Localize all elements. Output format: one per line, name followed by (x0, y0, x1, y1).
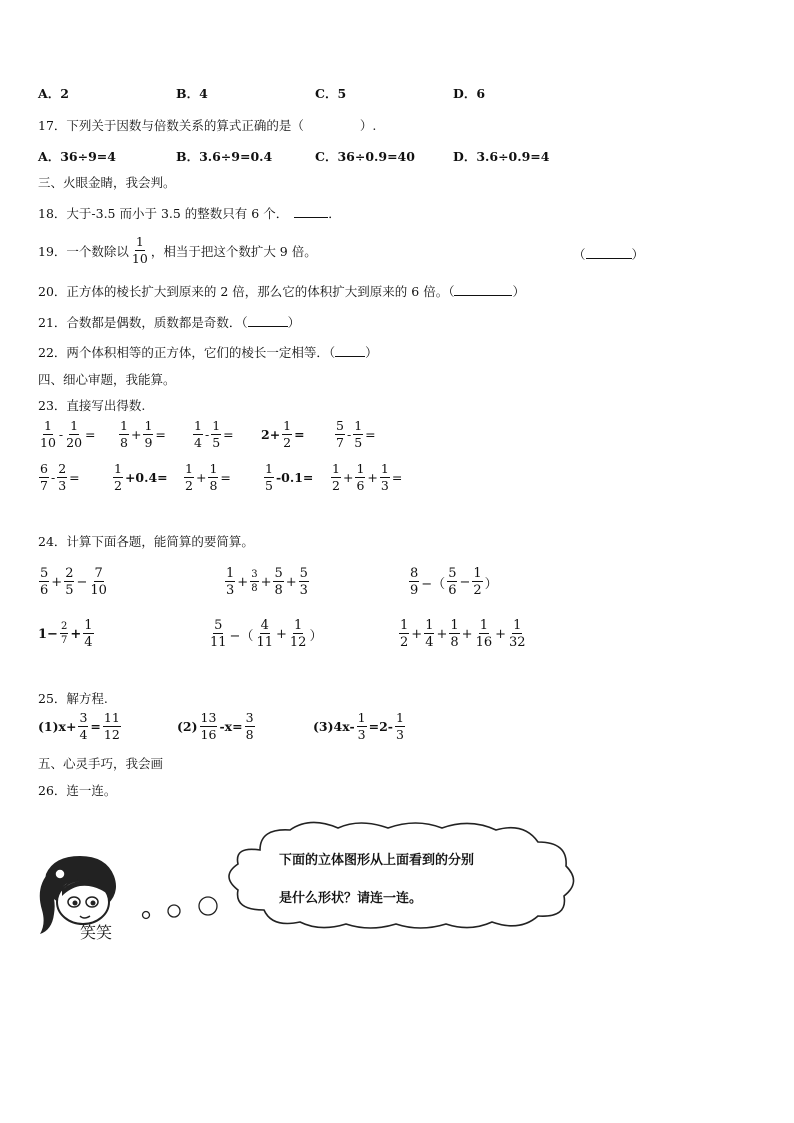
q23-item-10: $\frac{1}{2}$ + $\frac{1}{6}$ + $\frac{1}{3}$ = (332, 461, 403, 493)
q26-instruction: 26．连一连。 (38, 783, 117, 798)
q23-item-4: 2+ $\frac{1}{2}$ = (261, 418, 305, 450)
q24-expr-4: 1− $\frac{2}{7}$ + $\frac{1}{4}$ (38, 618, 93, 650)
q24-expr-6: $\frac{1}{2}$ + $\frac{1}{4}$ + $\frac{1}{8}$ + $\frac{1}{16}$ + $\frac{1}{32}$ (400, 618, 526, 650)
q17-question: 17．下列关于因数与倍数关系的算式正确的是（ ）. (38, 118, 377, 133)
q16-option-a: A．2 (38, 86, 69, 101)
q18-question: 18．大于-3.5 而小于 3.5 的整数只有 6 个． ． (38, 206, 341, 221)
q20-question: 20．正方体的棱长扩大到原来的 2 倍，那么它的体积扩大到原来的 6 倍。（ ） (38, 284, 525, 299)
q25-equation-1: (1)x+ $\frac{3}{4}$ = $\frac{11}{12}$ (38, 710, 120, 742)
q24-expr-1: $\frac{5}{6}$ + $\frac{2}{5}$ − $\frac{7}{10}$ (40, 566, 107, 598)
q25-instruction: 25．解方程. (38, 691, 108, 706)
q23-item-1: $\frac{1}{10}$ - $\frac{1}{20}$ = (40, 418, 96, 450)
q24-instruction: 24．计算下面各题，能简算的要简算。 (38, 534, 254, 549)
q23-item-7: $\frac{1}{2}$ +0.4= (114, 461, 168, 493)
q24-expr-3: $\frac{8}{9}$ −（ $\frac{5}{6}$ − $\frac{1}{2}$ ） (410, 566, 498, 598)
girl-name-label: 笑笑 (80, 923, 113, 942)
q25-equation-3: (3)4x- $\frac{1}{3}$ =2- $\frac{1}{3}$ (313, 710, 404, 742)
q19-question: 19．一个数除以 $\frac{1}{10}$ ，相当于把这个数扩大 9 倍。 (38, 234, 317, 266)
q16-option-d: D．6 (453, 86, 486, 101)
q23-item-5: $\frac{5}{7}$ - $\frac{1}{5}$ = (336, 418, 376, 450)
q17-option-c: C．36÷0.9=40 (315, 149, 415, 164)
cloud-text-line-2: 是什么形状？请连一连。 (279, 891, 423, 906)
section-3-heading: 三、火眼金睛，我会判。 (38, 175, 176, 190)
q21-question: 21．合数都是偶数，质数都是奇数．（ ） (38, 315, 301, 330)
q23-item-3: $\frac{1}{4}$ - $\frac{1}{5}$ = (194, 418, 234, 450)
q16-option-c: C．5 (315, 86, 347, 101)
q23-item-6: $\frac{6}{7}$ - $\frac{2}{3}$ = (40, 461, 80, 493)
q19-fraction: $\frac{1}{10}$ (131, 234, 148, 266)
q22-question: 22．两个体积相等的正方体，它们的棱长一定相等．（ ） (38, 345, 378, 360)
q23-item-2: $\frac{1}{8}$ + $\frac{1}{9}$ = (120, 418, 166, 450)
q24-expr-5: $\frac{5}{11}$ −（ $\frac{4}{11}$ + $\frac{1}{12}$ ） (210, 618, 323, 650)
speech-cloud (220, 820, 585, 932)
q17-option-d: D．3.6÷0.9=4 (453, 149, 550, 164)
q17-option-a: A．36÷9=4 (38, 149, 116, 164)
q23-instruction: 23．直接写出得数. (38, 398, 146, 413)
q23-item-8: $\frac{1}{2}$ + $\frac{1}{8}$ = (185, 461, 231, 493)
q17-option-b: B．3.6÷9=0.4 (176, 149, 273, 164)
cloud-text-line-1: 下面的立体图形从上面看到的分别 (279, 853, 475, 868)
q25-equation-2: (2) $\frac{13}{16}$ -x= $\frac{3}{8}$ (177, 710, 254, 742)
q19-answer-blank: （ ） (573, 247, 645, 262)
thought-bubbles (136, 893, 222, 923)
section-5-heading: 五、心灵手巧，我会画 (38, 756, 164, 771)
section-4-heading: 四、细心审题，我能算。 (38, 372, 176, 387)
q23-item-9: $\frac{1}{5}$ -0.1= (265, 461, 314, 493)
q24-expr-2: $\frac{1}{3}$ + $\frac{3}{8}$ + $\frac{5}{8}$ + $\frac{5}{3}$ (226, 566, 308, 598)
q16-option-b: B．4 (176, 86, 208, 101)
